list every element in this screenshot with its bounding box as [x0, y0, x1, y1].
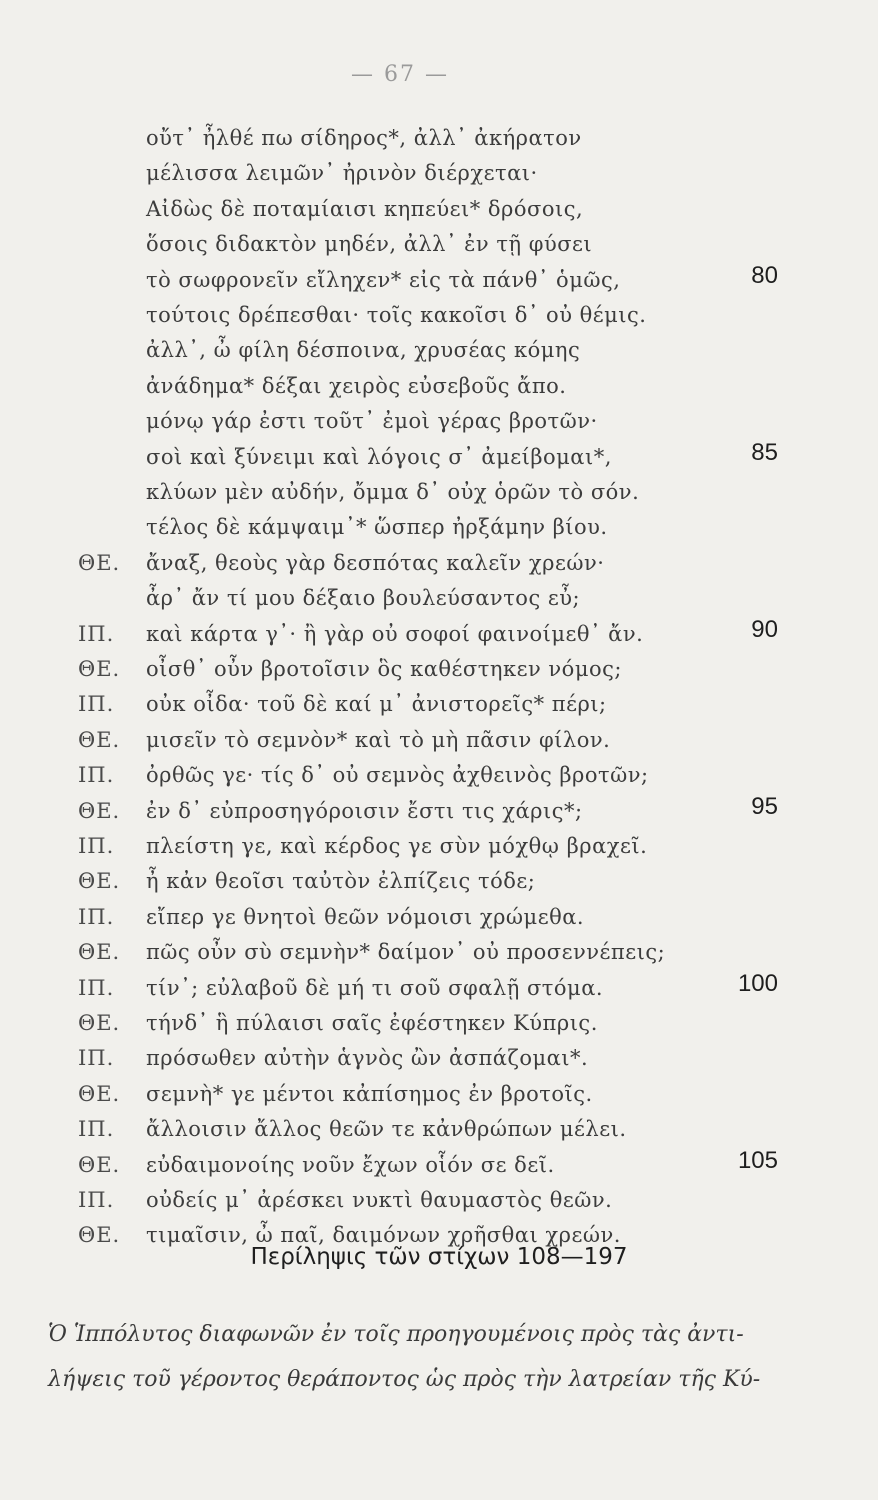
speaker-label: ΘΕ. [78, 1152, 121, 1177]
speaker-label: ΘΕ. [78, 869, 121, 894]
verse-text: οὔτ᾽ ἦλθέ πω σίδηρος*, ἀλλ᾽ ἀκήρατον [146, 126, 582, 150]
speaker-label: ΘΕ. [78, 1081, 121, 1106]
verse-text: εἴπερ γε θνητοὶ θεῶν νόμοισι χρώμεθα. [146, 904, 585, 929]
verse-line [0, 515, 878, 549]
verse-line [0, 869, 878, 903]
verse-line [0, 303, 878, 337]
verse-text: μέλισσα λειμῶν᾽ ἠρινὸν διέρχεται· [146, 161, 538, 186]
verse-line [0, 692, 878, 726]
verse-line [0, 197, 878, 231]
verse-line [0, 409, 878, 443]
verse-text: τήνδ᾽ ἣ πύλαισι σαῖς ἐφέστηκεν Κύπρις. [146, 1011, 598, 1035]
verse-line [0, 261, 878, 302]
verse-line [0, 480, 878, 514]
speaker-label: ΙΠ. [78, 692, 115, 717]
line-number: 105 [737, 1146, 778, 1174]
verse-text: μόνῳ γάρ ἐστι τοῦτ᾽ ἐμοὶ γέρας βροτῶν· [146, 409, 598, 434]
line-number: 85 [751, 438, 778, 466]
speaker-label: ΙΠ. [78, 1046, 115, 1071]
verse-line [0, 969, 878, 1010]
verse-text: ἀλλ᾽, ὦ φίλη δέσποινα, χρυσέας κόμης [146, 338, 581, 363]
verse-text: ἦ κἀν θεοῖσι ταὐτὸν ἐλπίζεις τόδε; [146, 869, 536, 894]
verse-text: τούτοις δρέπεσθαι· τοῖς κακοῖσι δ᾽ οὐ θέμις. [146, 303, 647, 327]
verse-text: ὅσοις διδακτὸν μηδέν, ἀλλ᾽ ἐν τῇ φύσει [146, 232, 593, 257]
verse-line [0, 126, 878, 160]
verse-line [0, 1188, 878, 1222]
verse-text: ἄναξ, θεοὺς γὰρ δεσπότας καλεῖν χρεών· [146, 550, 605, 575]
verse-line [0, 232, 878, 266]
verse-line [0, 615, 878, 656]
speaker-label: ΘΕ. [78, 727, 121, 752]
verse-line [0, 161, 878, 195]
verse-text: πρόσωθεν αὐτὴν ἁγνὸς ὢν ἀσπάζομαι*. [146, 1046, 589, 1071]
verse-line [0, 792, 878, 833]
verse-line [0, 551, 878, 585]
line-number: 95 [751, 792, 778, 820]
line-number: 90 [751, 615, 778, 643]
line-number: 80 [751, 261, 778, 289]
verse-text: μισεῖν τὸ σεμνὸν* καὶ τὸ μὴ πᾶσιν φίλον. [146, 727, 611, 752]
verse-text: σοὶ καὶ ξύνειμι καὶ λόγοις σ᾽ ἀμείβομαι*, [146, 444, 612, 469]
speaker-label: ΘΕ. [78, 1223, 121, 1248]
verse-line [0, 1146, 878, 1187]
speaker-label: ΘΕ. [78, 657, 121, 681]
verse-text: καὶ κάρτα γ᾽· ἢ γὰρ οὐ σοφοί φαινοίμεθ᾽ ἄν. [146, 621, 644, 646]
verse-line [0, 1046, 878, 1080]
verse-line [0, 763, 878, 797]
speaker-label: ΙΠ. [78, 834, 115, 858]
speaker-label: ΙΠ. [78, 904, 115, 929]
verse-text: Αἰδὼς δὲ ποταμίαισι κηπεύει* δρόσοις, [146, 196, 584, 221]
verse-text: τιμαῖσιν, ὦ παῖ, δαιμόνων χρῆσθαι χρεών. [146, 1223, 621, 1248]
verse-text: κλύων μὲν αὐδήν, ὄμμα δ᾽ οὐχ ὁρῶν τὸ σόν. [146, 480, 640, 504]
verse-line [0, 338, 878, 372]
verse-line [0, 374, 878, 408]
summary-heading: Περίληψις τῶν στίχων 108—197 [250, 1244, 628, 1270]
verse-text: ὀρθῶς γε· τίς δ᾽ οὐ σεμνὸς ἀχθεινὸς βροτῶν; [146, 763, 649, 788]
verse-line [0, 438, 878, 479]
speaker-label: ΙΠ. [78, 621, 115, 646]
verse-line [0, 728, 878, 762]
speaker-label: ΘΕ. [78, 798, 121, 823]
verse-text: εὐδαιμονοίης νοῦν ἔχων οἷόν σε δεῖ. [146, 1152, 555, 1177]
verse-line [0, 1011, 878, 1045]
speaker-label: ΘΕ. [78, 940, 121, 965]
speaker-label: ΙΠ. [78, 1117, 115, 1142]
line-number: 100 [737, 969, 778, 997]
speaker-label: ΘΕ. [78, 550, 121, 575]
speaker-label: ΙΠ. [78, 763, 115, 788]
verse-text: ἆρ᾽ ἄν τί μου δέξαιο βουλεύσαντος εὖ; [146, 586, 581, 611]
summary-line: Ὁ Ἱππόλυτος διαφωνῶν ἐν τοῖς προηγουμένοις πρὸς τὰς ἀντι- [48, 1322, 744, 1347]
speaker-label: ΘΕ. [78, 1011, 121, 1035]
speaker-label: ΙΠ. [78, 975, 115, 1000]
verse-text: τίν᾽; εὐλαβοῦ δὲ μή τι σοῦ σφαλῇ στόμα. [146, 975, 604, 1000]
verse-text: οὐκ οἶδα· τοῦ δὲ καί μ᾽ ἀνιστορεῖς* πέρι; [146, 692, 607, 717]
verse-text: τέλος δὲ κάμψαιμ᾽* ὥσπερ ἠρξάμην βίου. [146, 515, 608, 540]
page-number: — 67 — [351, 62, 449, 87]
verse-line [0, 1082, 878, 1116]
summary-paragraph [48, 1312, 808, 1402]
summary-line: λήψεις τοῦ γέροντος θεράποντος ὡς πρὸς τὴν λατρείαν τῆς Κύ- [48, 1367, 761, 1392]
verse-text: πλείστη γε, καὶ κέρδος γε σὺν μόχθῳ βραχεῖ. [146, 834, 648, 858]
verse-text: ἀνάδημα* δέξαι χειρὸς εὐσεβοῦς ἄπο. [146, 373, 567, 398]
verse-text: σεμνὴ* γε μέντοι κἀπίσημος ἐν βροτοῖς. [146, 1081, 593, 1106]
verse-text: ἐν δ᾽ εὐπροσηγόροισιν ἔστι τις χάρις*; [146, 798, 583, 823]
verse-text: οἶσθ᾽ οὖν βροτοῖσιν ὃς καθέστηκεν νόμος; [146, 657, 622, 681]
verse-line [0, 657, 878, 691]
verse-line [0, 586, 878, 620]
verse-text: τὸ σωφρονεῖν εἴληχεν* εἰς τὰ πάνθ᾽ ὁμῶς, [146, 267, 621, 292]
verse-text: οὐδείς μ᾽ ἀρέσκει νυκτὶ θαυμαστὸς θεῶν. [146, 1188, 613, 1212]
verse-text: ἄλλοισιν ἄλλος θεῶν τε κἀνθρώπων μέλει. [146, 1117, 627, 1142]
verse-line [0, 834, 878, 868]
verse-text: πῶς οὖν σὺ σεμνὴν* δαίμον᾽ οὐ προσεννέπεις; [146, 940, 666, 965]
verse-line [0, 905, 878, 939]
speaker-label: ΙΠ. [78, 1188, 115, 1212]
